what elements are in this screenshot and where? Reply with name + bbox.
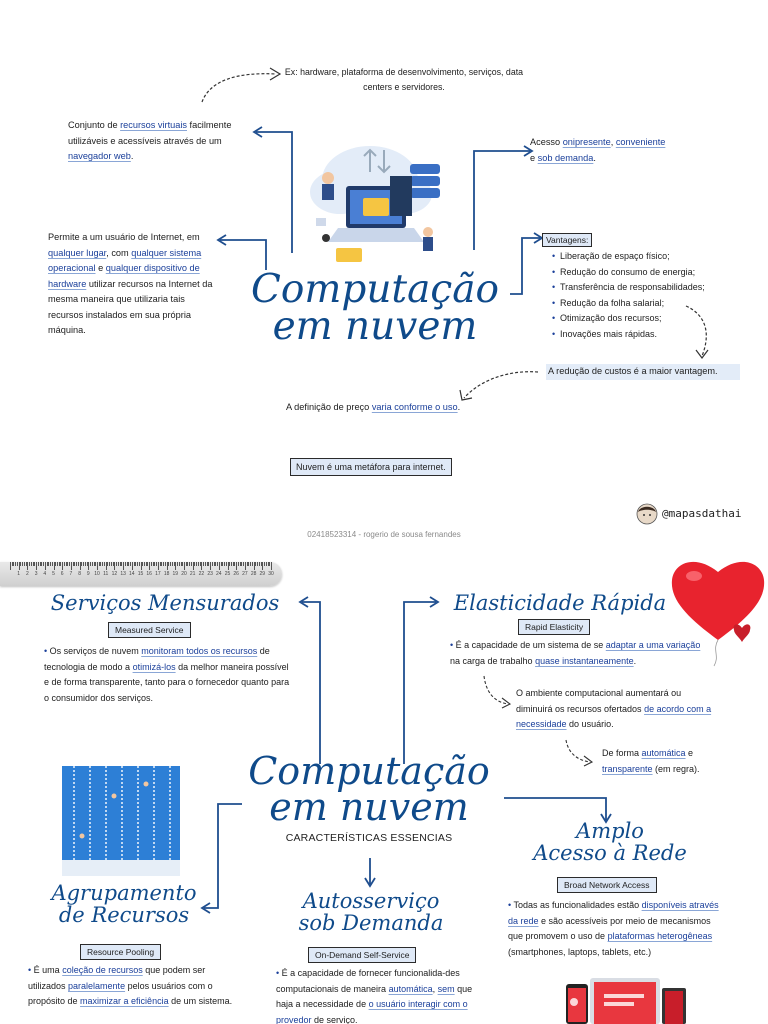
ruler-number: 28 (250, 571, 257, 577)
ruler-number: 25 (224, 571, 231, 577)
ruler-number: 17 (155, 571, 161, 577)
list-item: • Transferência de responsabilidades; (552, 280, 742, 296)
ruler-number: 11 (103, 571, 109, 577)
cloud-computing-illustration (300, 120, 460, 280)
self-service-tag: On-Demand Self-Service (308, 947, 416, 963)
curved-arrow-down-icon (480, 674, 514, 710)
ruler-number: 8 (78, 571, 81, 577)
ruler-number: 19 (172, 571, 179, 577)
ruler-number: 1 (17, 571, 21, 577)
arrow-to-self-service-icon (362, 856, 378, 890)
ruler-number: 27 (242, 571, 248, 577)
ruler-number: 10 (94, 571, 100, 577)
list-item: • Redução da folha salarial; (552, 296, 742, 312)
ruler-number: 7 (69, 571, 73, 577)
advantages-label: Vantagens: (542, 233, 592, 247)
ruler-number: 23 (207, 571, 213, 577)
user-note: Permite a um usuário de Internet, em qualquer lugar, com qualquer sistema operacional e qualquer dispositivo de hardware utilizar recursos na Internet da mesma maneira que utilizaria tais recursos instalados em sua própria máquina. (48, 232, 213, 335)
self-service-text: • É a capacidade de fornecer funcionalida-des computacionais de maneira automática, sem que haja a necessidade de o usuário interagir com o provedor de serviço. (276, 968, 473, 1024)
author-handle: @mapasdathai (662, 507, 742, 520)
swimming-pool-illustration (62, 766, 180, 876)
cost-note: A redução de custos é a maior vantagem. (546, 364, 740, 380)
resource-pooling-title: Agrupamento de Recursos (51, 881, 197, 928)
ruler-number: 12 (111, 571, 118, 577)
arrow-to-elasticity-icon (398, 596, 444, 768)
ruler-number: 4 (43, 571, 47, 577)
rapid-elasticity-title: Elasticidade Rápida (453, 591, 667, 615)
access-note: Acesso onipresente, conveniente e sob demanda. (530, 137, 666, 163)
devices-illustration (560, 972, 690, 1024)
ruler-number: 14 (129, 571, 135, 577)
curved-arrow-down-icon (682, 302, 722, 362)
ruler-decoration (0, 562, 282, 586)
ruler-number: 5 (52, 571, 55, 577)
self-service-title: Autosserviço sob Demanda (298, 889, 444, 936)
ruler-number: 24 (216, 571, 222, 577)
ruler-number: 30 (268, 571, 274, 577)
list-item: • Inovações mais rápidas. (552, 327, 742, 343)
page-2-subtitle: CARACTERÍSTICAS ESSENCIAS (285, 832, 453, 844)
ruler-number: 9 (86, 571, 90, 577)
curved-arrow-down-icon (562, 738, 596, 768)
page-2-title: Computação em nuvem (248, 749, 490, 829)
broad-access-title: Amplo Acesso à Rede (533, 819, 687, 866)
ruler-number: 13 (120, 571, 126, 577)
curved-arrow-icon (198, 62, 288, 107)
metaphor-box: Nuvem é uma metáfora para internet. (290, 458, 452, 476)
ruler-number: 21 (189, 571, 196, 577)
ruler-number: 6 (60, 571, 64, 577)
resource-pooling-tag: Resource Pooling (80, 944, 161, 960)
price-note: A definição de preço varia conforme o uso. (286, 402, 461, 412)
document-footer-id: 02418523314 - rogerio de sousa fernandes (307, 530, 461, 539)
ruler-number: 26 (233, 571, 239, 577)
ruler-number: 22 (198, 571, 205, 577)
measured-service-text: • Os serviços de nuvem monitoram todos os recursos de tecnologia de modo a otimizá-los da melhor maneira possível e de forma transparente, tanto para o fornecedor quanto para o consumidor dos serviços. (44, 646, 290, 703)
ruler-number: 18 (163, 571, 170, 577)
ruler-number: 20 (181, 571, 187, 577)
page-title: Computação em nuvem (251, 267, 499, 349)
ruler-number: 3 (34, 571, 38, 577)
ruler-tick (271, 562, 272, 570)
elasticity-automatic-note: De forma automática e transparente (em regra). (602, 748, 700, 774)
list-item: • Redução do consumo de energia; (552, 265, 742, 281)
avatar (636, 503, 658, 525)
definition-note: Conjunto de recursos virtuais facilmente utilizáveis e acessíveis através de um navegador web. (68, 120, 232, 161)
ruler-number: 29 (259, 571, 266, 577)
ruler-number: 16 (146, 571, 152, 577)
ruler-ticks (10, 562, 272, 586)
broad-access-tag: Broad Network Access (557, 877, 657, 893)
arrow-to-advantages-icon (506, 232, 546, 298)
elasticity-note: O ambiente computacional aumentará ou diminuirá os recursos ofertados de acordo com a necessidade do usuário. (516, 688, 712, 729)
page-2 (0, 560, 768, 1024)
arrow-to-measured-icon (298, 596, 328, 768)
heart-balloon-icon (668, 552, 768, 668)
rapid-elasticity-tag: Rapid Elasticity (518, 619, 590, 635)
example-note: Ex: hardware, plataforma de desenvolvimento, serviços, data centers e servidores. (284, 67, 524, 92)
measured-service-title: Serviços Mensurados (50, 591, 280, 615)
rapid-elasticity-text: • É a capacidade de um sistema de se adaptar a uma variação na carga de trabalho quase instantaneamente. (450, 640, 701, 666)
ruler-number: 2 (26, 571, 29, 577)
list-item: • Otimização dos recursos; (552, 311, 742, 327)
measured-service-tag: Measured Service (108, 622, 191, 638)
list-item: • Liberação de espaço físico; (552, 249, 742, 265)
ruler-number: 15 (137, 571, 144, 577)
broad-access-text: • Todas as funcionalidades estão disponíveis através da rede e são acessíveis por meio de mecanismos que promovem o uso de plataformas heterogêneas (smartphones, laptops, tablets, etc.) (508, 900, 719, 957)
resource-pooling-text: • É uma coleção de recursos que podem ser utilizados paralelamente pelos usuários com o propósito de maximizar a eficiência de um sistema. (28, 965, 233, 1006)
